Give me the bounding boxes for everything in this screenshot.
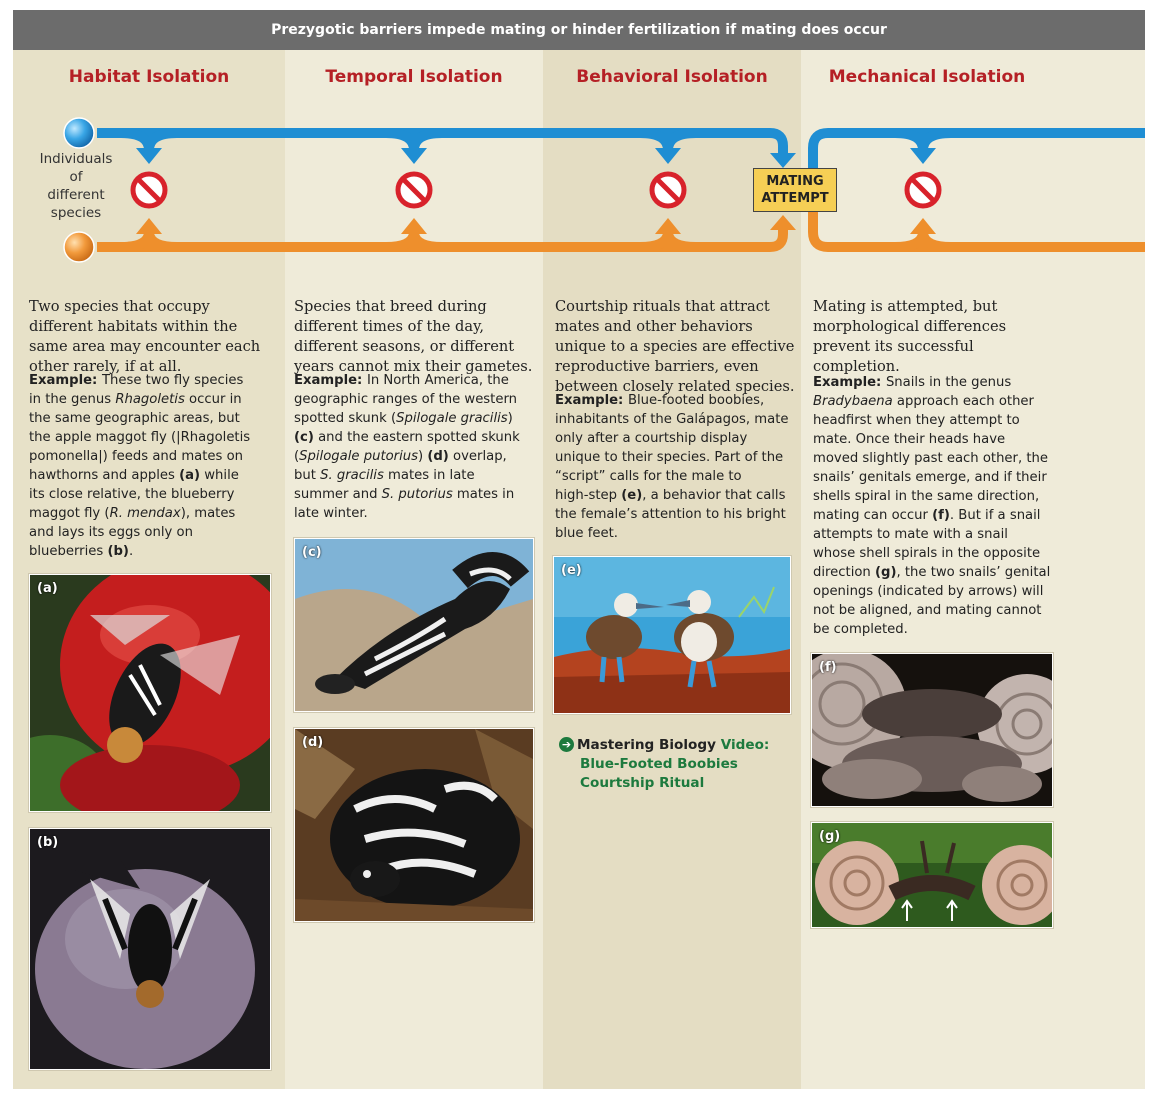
example-line: Example: In North America, the: [294, 373, 509, 388]
photo-c: [294, 538, 534, 712]
example-line: whose shell spirals in the opposite: [813, 546, 1041, 561]
example-label: Example:: [813, 375, 886, 390]
heading-habitat: Habitat Isolation: [68, 67, 230, 87]
individuals-label-line: of: [69, 169, 83, 185]
orange-arrowhead: [910, 218, 936, 234]
orange-branch-arrow: [414, 232, 442, 247]
description-line: between closely related species.: [555, 378, 795, 395]
example-line: hawthorns and apples (a) while: [29, 468, 239, 483]
mastering-biology-link[interactable]: [559, 736, 799, 793]
example-line: Example: Snails in the genus: [813, 375, 1012, 390]
blue-arrowhead: [655, 148, 681, 164]
description-line: different habitats within the: [29, 318, 238, 335]
mating-attempt-line: ATTEMPT: [761, 191, 829, 206]
blue-branch-arrow: [668, 133, 696, 150]
example-line: Example: These two fly species: [29, 373, 244, 388]
description-line: prevent its successful: [813, 338, 974, 355]
description-behavioral: [555, 297, 805, 397]
barrier-branch-arrows: [13, 10, 1145, 280]
description-line: Two species that occupy: [29, 298, 210, 315]
mastering-line: Blue-Footed Boobies: [580, 756, 738, 772]
example-behavioral: [555, 391, 805, 543]
example-line: summer and S. putorius mates in: [294, 487, 515, 502]
orange-species-circle: [62, 230, 96, 264]
description-line: years cannot mix their gametes.: [294, 358, 533, 375]
blue-branch-arrow: [149, 133, 177, 150]
description-line: unique to a species are effective: [555, 338, 795, 355]
example-label: Example:: [294, 373, 367, 388]
example-line: in the genus Rhagoletis occur in: [29, 392, 242, 407]
example-line: blue feet.: [555, 526, 618, 541]
description-line: completion.: [813, 358, 900, 375]
blue-arrowhead: [401, 148, 427, 164]
example-line: the same geographic areas, but: [29, 411, 240, 426]
description-line: Mating is attempted, but: [813, 298, 998, 315]
example-line: blueberries (b).: [29, 544, 134, 559]
individuals-label-line: different: [47, 187, 105, 203]
example-line: not be aligned, and mating cannot: [813, 603, 1042, 618]
no-entry-icon: [395, 171, 433, 209]
example-line: openings (indicated by arrows) will: [813, 584, 1044, 599]
blue-species-circle: [62, 116, 96, 150]
mating-attempt-box: [753, 168, 837, 212]
example-line: and lays its eggs only on: [29, 525, 193, 540]
example-line: (c) and the eastern spotted skunk: [294, 430, 520, 445]
example-mechanical: [813, 373, 1063, 639]
banner-title: Prezygotic barriers impede mating or hinder fertilization if mating does occur: [13, 10, 1145, 50]
mastering-line: Courtship Ritual: [580, 775, 705, 791]
description-line: same area may encounter each: [29, 338, 261, 355]
photo-label: (e): [561, 563, 582, 578]
example-line: geographic ranges of the western: [294, 392, 518, 407]
arrow-right-circle-icon: ➔: [559, 737, 574, 752]
orange-branch-arrow: [149, 232, 177, 247]
description-line: different times of the day,: [294, 318, 485, 335]
individuals-label: [29, 150, 123, 222]
example-temporal: [294, 371, 544, 523]
description-line: mates and other behaviors: [555, 318, 753, 335]
example-line: unique to their species. Part of the: [555, 450, 784, 465]
orange-arrowhead: [136, 218, 162, 234]
example-line: late winter.: [294, 506, 368, 521]
example-line: the apple maggot fly (|Rhagoletis: [29, 430, 251, 445]
description-line: Species that breed during: [294, 298, 487, 315]
no-entry-icon: [649, 171, 687, 209]
description-temporal: [294, 297, 544, 377]
photo-b: [29, 828, 271, 1070]
blue-branch-arrow: [923, 133, 951, 150]
blue-arrowhead: [910, 148, 936, 164]
orange-branch-arrow: [923, 232, 951, 247]
orange-arrowhead: [655, 218, 681, 234]
photo-d: [294, 728, 534, 922]
photo-label: (d): [302, 735, 324, 750]
photo-a: [29, 574, 271, 812]
orange-arrowhead: [401, 218, 427, 234]
example-line: high-step (e), a behavior that calls: [555, 488, 786, 503]
individuals-label-line: species: [50, 205, 102, 221]
blue-arrowhead: [136, 148, 162, 164]
no-entry-icon: [904, 171, 942, 209]
example-line: the female’s attention to his bright: [555, 507, 786, 522]
example-label: Example:: [29, 373, 102, 388]
example-line: snails’ genitals emerge, and if their: [813, 470, 1047, 485]
photo-label: (a): [37, 581, 58, 596]
no-entry-icon: [130, 171, 168, 209]
example-label: Example:: [555, 393, 628, 408]
photo-f: [811, 653, 1053, 807]
example-habitat: [29, 371, 279, 561]
example-line: maggot fly (R. mendax), mates: [29, 506, 236, 521]
example-line: pomonella|) feeds and mates on: [29, 449, 244, 464]
description-line: Courtship rituals that attract: [555, 298, 770, 315]
photo-label: (g): [819, 829, 841, 844]
example-line: Bradybaena approach each other: [813, 394, 1034, 409]
description-line: different seasons, or different: [294, 338, 515, 355]
description-line: other rarely, if at all.: [29, 358, 182, 375]
example-line: attempts to mate with a snail: [813, 527, 1008, 542]
heading-temporal: Temporal Isolation: [325, 67, 503, 87]
individuals-label-line: Individuals: [39, 151, 113, 167]
heading-behavioral: Behavioral Isolation: [576, 67, 768, 87]
description-mechanical: [813, 297, 1063, 377]
example-line: only after a courtship display: [555, 431, 748, 446]
example-line: spotted skunk (Spilogale gracilis): [294, 411, 513, 426]
description-line: reproductive barriers, even: [555, 358, 759, 375]
example-line: mate. Once their heads have: [813, 432, 1006, 447]
example-line: headfirst when they attempt to: [813, 413, 1020, 428]
figure-canvas: [13, 10, 1145, 1089]
example-line: mating can occur (f). But if a snail: [813, 508, 1041, 523]
example-line: moved slightly past each other, the: [813, 451, 1048, 466]
example-line: but S. gracilis mates in late: [294, 468, 475, 483]
photo-label: (f): [819, 660, 837, 675]
blue-branch-arrow: [414, 133, 442, 150]
example-line: direction (g), the two snails’ genital: [813, 565, 1051, 580]
mating-attempt-line: MATING: [766, 174, 824, 189]
example-line: “script” calls for the male to: [555, 469, 742, 484]
photo-label: (c): [302, 545, 322, 560]
heading-mechanical: Mechanical Isolation: [828, 67, 1026, 87]
orange-branch-arrow: [668, 232, 696, 247]
photo-label: (b): [37, 835, 59, 850]
example-line: (Spilogale putorius) (d) overlap,: [294, 449, 507, 464]
photo-g: [811, 822, 1053, 928]
example-line: inhabitants of the Galápagos, mate: [555, 412, 789, 427]
description-habitat: [29, 297, 279, 377]
photo-e: [553, 556, 791, 714]
example-line: be completed.: [813, 622, 908, 637]
description-line: morphological differences: [813, 318, 1007, 335]
example-line: shells spiral in the same direction,: [813, 489, 1040, 504]
example-line: its close relative, the blueberry: [29, 487, 235, 502]
mastering-video-label: Video:: [720, 737, 770, 753]
example-line: Example: Blue-footed boobies,: [555, 393, 765, 408]
mastering-prefix: Mastering Biology: [577, 737, 716, 753]
